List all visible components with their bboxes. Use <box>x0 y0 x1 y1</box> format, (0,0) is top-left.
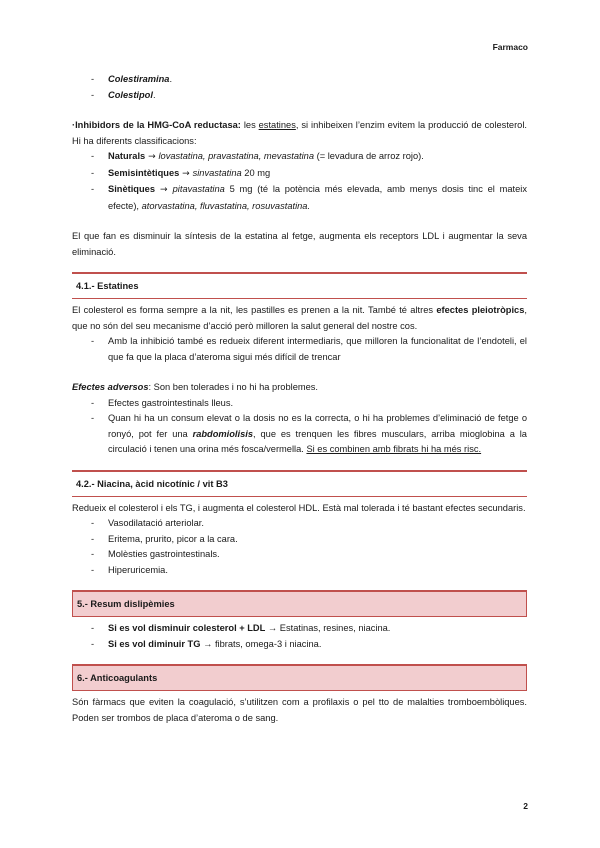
adverse-effects-intro: Efectes adversos: Son ben tolerades i no hi ha problemes. <box>72 382 319 392</box>
running-header: Farmaco <box>492 42 528 52</box>
list-item: - Amb la inhibició també es redueix diferent intermediaris, que milloren la funcionalitat de l’endoteli, el que fa que la placa d’ateroma sigui més difícil de trencar <box>91 336 527 362</box>
list-item: - Quan hi ha un consum elevat o la dosis no es la correcta, o hi ha problemes d’eliminació de fetge o ronyó, pot fer una rabdomiolisis, que es trenquen les fibres musculars, arriba mioglobina a la circulació i tenen una orina més fosca/vermella. Si es combinen amb fibrats hi ha més risc. <box>91 413 527 454</box>
list-item: - Si es vol disminuir colesterol + LDL → Estatinas, resines, niacina. <box>91 623 391 633</box>
list-item: - Molèsties gastrointestinals. <box>91 549 220 559</box>
list-item: - Hiperuricemia. <box>91 564 168 575</box>
hmg-label: ·Inhibidors de la HMG-CoA reductasa: <box>72 120 241 130</box>
list-item: - Sinètiques → pitavastatina 5 mg (té la potència més elevada, amb menys dosis tinc el mateix efecte), atorvastatina, fluvastatina, rosuvastatina. <box>91 184 528 211</box>
list-item: - Vasodilatació arteriolar. <box>91 518 204 528</box>
statin-classification-list <box>91 149 527 214</box>
section-heading-6: 6.- Anticoagulants <box>72 664 527 691</box>
list-item: - Efectes gastrointestinals lleus. <box>91 397 234 408</box>
section-heading-4-1: 4.1.- Estatines <box>72 272 527 299</box>
drug-name: Colestipol <box>108 89 153 100</box>
bile-acid-resin-list <box>91 72 527 103</box>
list-item: - Eritema, prurito, picor a la cara. <box>91 533 238 544</box>
statin-effects-list <box>91 334 527 365</box>
niacin-side-effects-list <box>91 516 527 578</box>
list-item: - Colestiramina. <box>91 74 173 84</box>
page-number: 2 <box>523 801 528 811</box>
estatines-link-text: estatines <box>258 120 296 130</box>
niacin-paragraph: Redueix el colesterol i els TG, i augmenta el colesterol HDL. Està mal tolerada i té bastant efectes secundaris. <box>72 502 526 513</box>
hmg-summary: El que fan es disminuir la síntesis de la estatina al fetge, augmenta els receptors LDL i augmentar la seva eliminació. <box>72 231 527 257</box>
adverse-effects-list <box>91 396 527 458</box>
list-item: - Semisintètiques → sinvastatina 20 mg <box>91 167 271 179</box>
dyslipidemia-summary-list <box>91 621 527 652</box>
statins-paragraph: El colesterol es forma sempre a la nit, les pastilles es prenen a la nit. També té altres efectes pleiotròpics, que no són del seu mecanisme d’acció però milloren la salut general del nostre cos. <box>72 305 527 331</box>
section-heading-4-2: 4.2.- Niacina, àcid nicotínic / vit B3 <box>72 470 527 497</box>
drug-name: Colestiramina <box>108 74 170 84</box>
list-item: - Naturals → lovastatina, pravastatina, mevastatina (= levadura de arroz rojo). <box>91 151 424 162</box>
list-item: - Si es vol diminuir TG → fibrats, omega-3 i niacina. <box>91 638 322 649</box>
page-content <box>72 72 527 726</box>
anticoagulants-paragraph: Són fàrmacs que eviten la coagulació, s’utilitzen com a profilaxis o pel tto de malalties tromboembòliques. Poden ser trombos de placa d’ateroma o de sang. <box>72 697 527 723</box>
section-heading-5: 5.- Resum dislipèmies <box>72 590 527 617</box>
hmg-paragraph: ·Inhibidors de la HMG-CoA reductasa: les estatines, si inhibeixen l’enzim evitem la producció de colesterol. Hi ha diferents classificacions: <box>72 120 527 146</box>
list-item: - Colestipol. <box>91 89 156 100</box>
